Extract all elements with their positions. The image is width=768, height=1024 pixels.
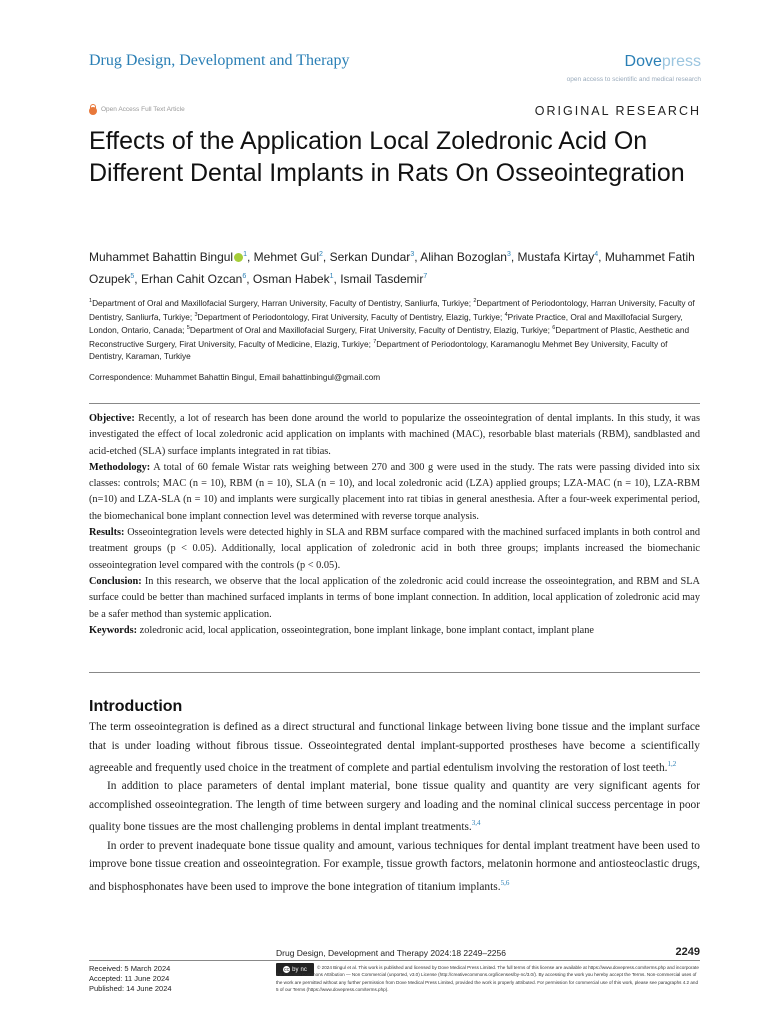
affiliation-number: 5	[186, 325, 190, 332]
article-title: Effects of the Application Local Zoledronic Acid On Different Dental Implants in Rats On Osseointegration	[89, 127, 685, 187]
affiliation-number: 4	[504, 311, 508, 318]
page-number: 2249	[675, 946, 700, 958]
abstract-paragraph	[89, 574, 700, 623]
open-access-text: Open Access Full Text Article	[101, 106, 185, 113]
affiliation-text: Private Practice, Oral and Maxillofacial Surgery, London, Ontario, Canada;	[89, 311, 683, 336]
publication-dates	[89, 964, 172, 994]
author-affiliation-ref: 1	[243, 251, 247, 258]
author-name: Serkan Dundar	[329, 250, 411, 264]
abstract-label: Objective:	[89, 413, 135, 424]
correspondence: Correspondence: Muhammet Bahattin Bingul, Email bahattinbingul@gmail.com	[89, 372, 381, 382]
abstract-label: Conclusion:	[89, 575, 142, 587]
author-affiliation-ref: 3	[506, 251, 511, 258]
accepted-date: Accepted: 11 June 2024	[89, 974, 170, 983]
abstract-top-rule	[89, 403, 700, 404]
affiliation-text: Department of Oral and Maxillofacial Surgery, Harran University, Faculty of Dentistry, Sanliurfa, Turkiye;	[92, 297, 474, 308]
citation-ref: 5,6	[500, 878, 510, 887]
orcid-icon	[234, 253, 243, 262]
citation-ref: 3,4	[471, 819, 481, 828]
author-affiliation-ref: 3	[410, 251, 415, 258]
footer-rule	[89, 960, 700, 961]
intro-paragraph	[89, 837, 700, 896]
affiliation-text: Department of Plastic, Aesthetic and Reconstructive Surgery, Firat University, Faculty of Medicine, Elazig, Turkiye;	[89, 325, 690, 349]
author-affiliation-ref: 4	[594, 251, 599, 258]
author-affiliation-ref: 7	[423, 273, 428, 280]
abstract-paragraph	[89, 623, 700, 639]
article-type: ORIGINAL RESEARCH	[534, 104, 701, 118]
affiliation-number: 3	[194, 311, 198, 318]
affiliation-number: 6	[552, 325, 556, 332]
abstract-paragraph	[89, 525, 700, 574]
author-name: Muhammet Fatih Ozupek	[89, 250, 695, 286]
abstract-label: Keywords:	[89, 624, 138, 636]
citation-ref: 1,2	[667, 760, 677, 768]
publisher-logo-press: press	[661, 53, 701, 70]
intro-text: In order to prevent inadequate bone tissue quality and amount, various techniques for dental implant treatment have been used to improve bone tissue creation and osseointegration. For example, tissue growth factors, melatonin hormone and antiosteoclastic drugs, and bisphosphonates have been used to improve the bone integration of titanium implants.	[89, 839, 700, 893]
introduction-body	[89, 718, 700, 896]
cc-by-label: by	[292, 966, 299, 973]
affiliation-text: Department of Periodontology, Firat University, Faculty of Dentistry, Elazig, Turkiye;	[197, 311, 505, 322]
received-date: Received: 5 March 2024	[89, 964, 171, 973]
abstract-text: Recently, a lot of research has been done around the world to popularize the osseointegration of dental implants. In this study, it was investigated the effect of local zoledronic acid application on implants with machined (MAC), resorbable blast materials (RBM), sandblasted and acid-etched (SLA) surface implants integrated in rat tibias.	[89, 413, 700, 457]
abstract-label: Methodology:	[89, 461, 151, 473]
affiliation-number: 1	[89, 298, 93, 304]
abstract-paragraph	[89, 411, 700, 460]
abstract-label: Results:	[89, 527, 125, 539]
intro-paragraph	[89, 718, 700, 777]
affiliation-number: 2	[473, 298, 477, 304]
publisher-tagline: open access to scientific and medical research	[566, 76, 701, 83]
author-affiliation-ref: 5	[130, 273, 135, 280]
cc-nc-label: nc	[300, 966, 307, 973]
abstract-text: Osseointegration levels were detected highly in SLA and RBM surface compared with the machined surfaced implants in both control and treatment groups (p < 0.05). Additionally, local application of zoledronic acid in both three groups; implants increased the biomechanic osseointegration level compared with the controls (p < 0.05).	[89, 527, 700, 571]
abstract-text: In this research, we observe that the local application of the zoledronic acid could increase the osseointegration, and RBM and SLA surface could be better than machined surfaced implants in terms of bone implant connection. In addition, local application of zoledronic acid may be a safer method than systemic application.	[89, 575, 700, 620]
author-list: Muhammet Bahattin Bingul $^1$, Mehmet Gul$^2$, Serkan Dundar$^3$, Alihan Bozoglan$^3$, Mustafa Kirtay$^4$, Muhammet Fatih Ozupek$^5$, Erhan Cahit Ozcan$^6$, Osman Habek$^1$, Ismail Tasdemir$^7$	[89, 250, 695, 286]
open-access-lock-icon	[89, 104, 97, 115]
intro-text: In addition to place parameters of dental implant material, bone tissue quality and quantity are very significant agents for accomplished osseointegration. The length of time between surgery and loading and the nominal clinical success percentage in poor quality bone tissues are the most challenging problems in dental implant treatments.	[89, 780, 700, 834]
affiliation-text: Department of Oral and Maxillofacial Surgery, Firat University, Faculty of Dentistry, Elazig, Turkiye;	[189, 325, 553, 336]
publisher-logo-dove: Dove	[624, 53, 662, 70]
abstract-text: zoledronic acid, local application, osseointegration, bone implant linkage, bone implant contact, implant plane	[137, 624, 594, 636]
affiliation-number: 7	[373, 339, 377, 346]
cc-label: cc	[284, 966, 290, 973]
published-date: Published: 14 June 2024	[89, 984, 172, 993]
author-affiliation-ref: 2	[319, 251, 323, 258]
journal-name: Drug Design, Development and Therapy	[89, 52, 350, 69]
open-access-label	[89, 104, 185, 115]
author-name: Osman Habek	[252, 272, 330, 286]
abstract-paragraph	[89, 460, 700, 525]
affiliation-text: Department of Periodontology, Karamanoglu Mehmet Bey University, Faculty of Dentistry, Karaman, Turkiye	[89, 338, 668, 361]
abstract	[89, 411, 700, 639]
author-name: Erhan Cahit Ozcan	[140, 272, 243, 286]
affiliation-text: Department of Periodontology, Harran University, Faculty of Dentistry, Sanliurfa, Turkiye;	[89, 297, 695, 322]
author-name: Mustafa Kirtay	[517, 250, 595, 264]
abstract-bottom-rule	[89, 672, 700, 673]
journal-citation: Drug Design, Development and Therapy 2024:18 2249–2256	[276, 948, 506, 958]
intro-paragraph	[89, 777, 700, 836]
author-name: Muhammet Bahattin Bingul	[89, 250, 234, 264]
section-heading-introduction: Introduction	[89, 698, 183, 715]
affiliations	[89, 296, 699, 363]
author-affiliation-ref: 1	[329, 273, 334, 280]
author-name: Alihan Bozoglan	[420, 250, 507, 264]
license-text: © 2024 Bingul et al. This work is published and licensed by Dove Medical Press Limited. The full terms of this license are available at https://www.dovepress.com/terms.php and incorporate the Creative Commons Attribution — Non Commercial (unported, v3.0) License (http://creativecommons.org/licenses/by-nc/3.0/). By accessing the work you hereby accept the Terms. Non-commercial uses of the work are permitted without any further permission from Dove Medical Press Limited, provided the work is properly attributed. For permission for commercial use of this work, please see paragraphs 4.2 and 5 of our Terms (https://www.dovepress.com/terms.php).	[276, 965, 699, 993]
author-name: Ismail Tasdemir	[340, 272, 424, 286]
author-affiliation-ref: 6	[242, 273, 247, 280]
intro-text: The term osseointegration is defined as a direct structural and functional linkage between living bone tissue and the implant surface that is under loading without fibrous tissue. Osseointegrated dental implant-supported prostheses have become a scientifically agreeable and frequently used choice in the treatment of complete and partial edentulism involving the restoration of lost teeth.	[89, 721, 700, 774]
publisher-logo	[625, 53, 701, 71]
abstract-text: A total of 60 female Wistar rats weighing between 270 and 300 g were used in the study. The rats were passing divided into six classes: controls; MAC (n = 10), RBM (n = 10), SLA (n = 10), and local zoledronic acid (LZA) applied groups; LZA-MAC (n = 10), LZA-RBM (n=10) and LZA-SLA (n = 10) and implants were surgically placement into rat tibias in general anesthesia. After a four-week experimental period, the biomechanical bone implant connection level was determined with reverse torque analysis.	[89, 461, 700, 522]
author-name: Mehmet Gul	[253, 250, 320, 264]
